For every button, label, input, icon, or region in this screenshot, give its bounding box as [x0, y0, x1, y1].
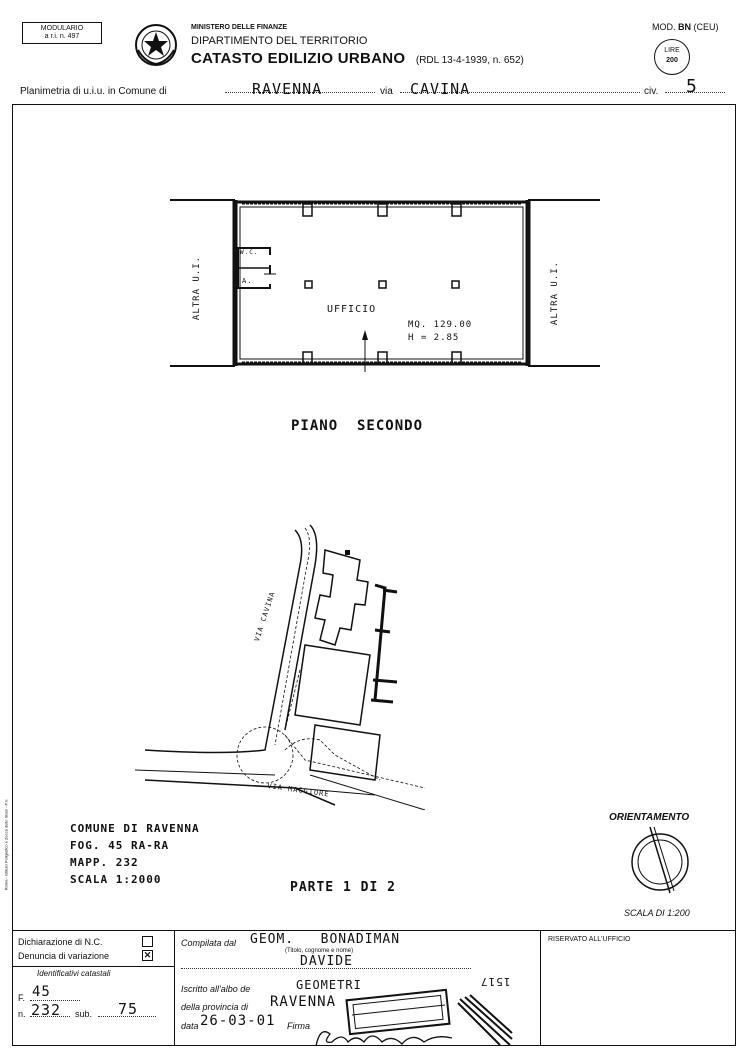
comune-value: RAVENNA [252, 80, 323, 98]
nome-value: DAVIDE [300, 954, 353, 969]
stamp-label: LIRE [664, 47, 680, 54]
data-value: 26-03-01 [200, 1013, 276, 1029]
dichiarazione-checkbox [142, 936, 153, 947]
iscritto-label: Iscritto all'albo de [181, 984, 251, 994]
planimetria-label: Planimetria di u.i.u. in Comune di [20, 86, 167, 97]
dichiarazione-label: Dichiarazione di N.C. [18, 937, 103, 947]
denuncia-label: Denuncia di variazione [18, 951, 110, 961]
provincia-label: della provincia di [181, 1002, 249, 1012]
room-height: H = 2.85 [408, 333, 460, 343]
model-code-value: BN [678, 22, 692, 32]
modulario-line2: a r.i. n. 497 [44, 33, 80, 40]
left-neighbor: ALTRA U.I. [192, 255, 202, 321]
sub-label: sub. [75, 1009, 93, 1019]
civ-value: 5 [686, 76, 698, 97]
wc-label: W.C. [240, 249, 259, 256]
compilata-value: GEOM. BONADIMAN [250, 932, 401, 947]
room-area: MQ. 129.00 [408, 320, 473, 330]
f-value: 45 [32, 984, 51, 1000]
revenue-stamp [654, 39, 690, 75]
iscritto-value: GEOMETRI [296, 978, 362, 992]
f-label: F. [18, 993, 26, 1003]
info-comune: COMUNE DI RAVENNA [70, 822, 200, 835]
floor-plan [160, 190, 610, 385]
department-name: DIPARTIMENTO DEL TERRITORIO [191, 35, 368, 47]
via-value: CAVINA [410, 80, 471, 98]
albo-number: 1517 [480, 975, 511, 988]
n-value: 232 [31, 1001, 62, 1019]
n-label: n. [18, 1009, 26, 1019]
orientation-label: ORIENTAMENTO [609, 812, 690, 823]
modulario-line1: MODULARIO [40, 25, 84, 32]
ministry-name: MINISTERO DELLE FINANZE [191, 24, 288, 31]
model-suffix: (CEU) [693, 22, 719, 32]
provincia-value: RAVENNA [270, 994, 337, 1010]
site-map [135, 520, 435, 810]
right-neighbor: ALTRA U.I. [550, 260, 560, 326]
denuncia-checkbox: ✕ [143, 950, 152, 960]
sub-value: 75 [118, 1000, 139, 1018]
north-arrow-icon [628, 825, 692, 895]
civ-label: civ. [644, 86, 659, 97]
printer-note: Roma - Istituto Poligrafico e Zecca dello Stato - P.V. [3, 798, 9, 891]
titolo-hint: (Titolo, cognome e nome) [285, 948, 354, 954]
street-via-cavina: VIA CAVINA [253, 590, 277, 643]
room-name: UFFICIO [327, 304, 377, 315]
data-label: data [181, 1021, 199, 1031]
compilata-label: Compilata dal [181, 938, 237, 948]
info-mappale: MAPP. 232 [70, 856, 139, 869]
form-title-ref: (RDL 13-4-1939, n. 652) [415, 55, 524, 66]
model-prefix: MOD. [652, 22, 676, 32]
cadastral-info [70, 820, 200, 888]
info-foglio: FOG. 45 RA-RA [70, 839, 170, 852]
form-title: CATASTO EDILIZIO URBANO [191, 50, 406, 67]
riservato-label: RISERVATO ALL'UFFICIO [548, 936, 631, 943]
republic-emblem [133, 22, 179, 73]
firma-label: Firma [287, 1021, 310, 1031]
form-title-row [191, 50, 524, 68]
signature [312, 1024, 472, 1050]
modulario-box [22, 22, 102, 44]
identificativi-label: Identificativi catastali [37, 969, 111, 978]
page-part: PARTE 1 DI 2 [290, 880, 396, 895]
floor-title: PIANO SECONDO [291, 418, 424, 434]
model-code [652, 22, 719, 32]
orientation-scale: SCALA DI 1:200 [624, 908, 690, 918]
stamp-value: 200 [666, 57, 678, 64]
a-label: A. [242, 277, 253, 285]
location-line [20, 76, 730, 100]
street-via-maggiore: VIA MAGGIORE [266, 782, 330, 799]
info-scala: SCALA 1:2000 [70, 873, 162, 886]
via-label: via [380, 86, 393, 97]
